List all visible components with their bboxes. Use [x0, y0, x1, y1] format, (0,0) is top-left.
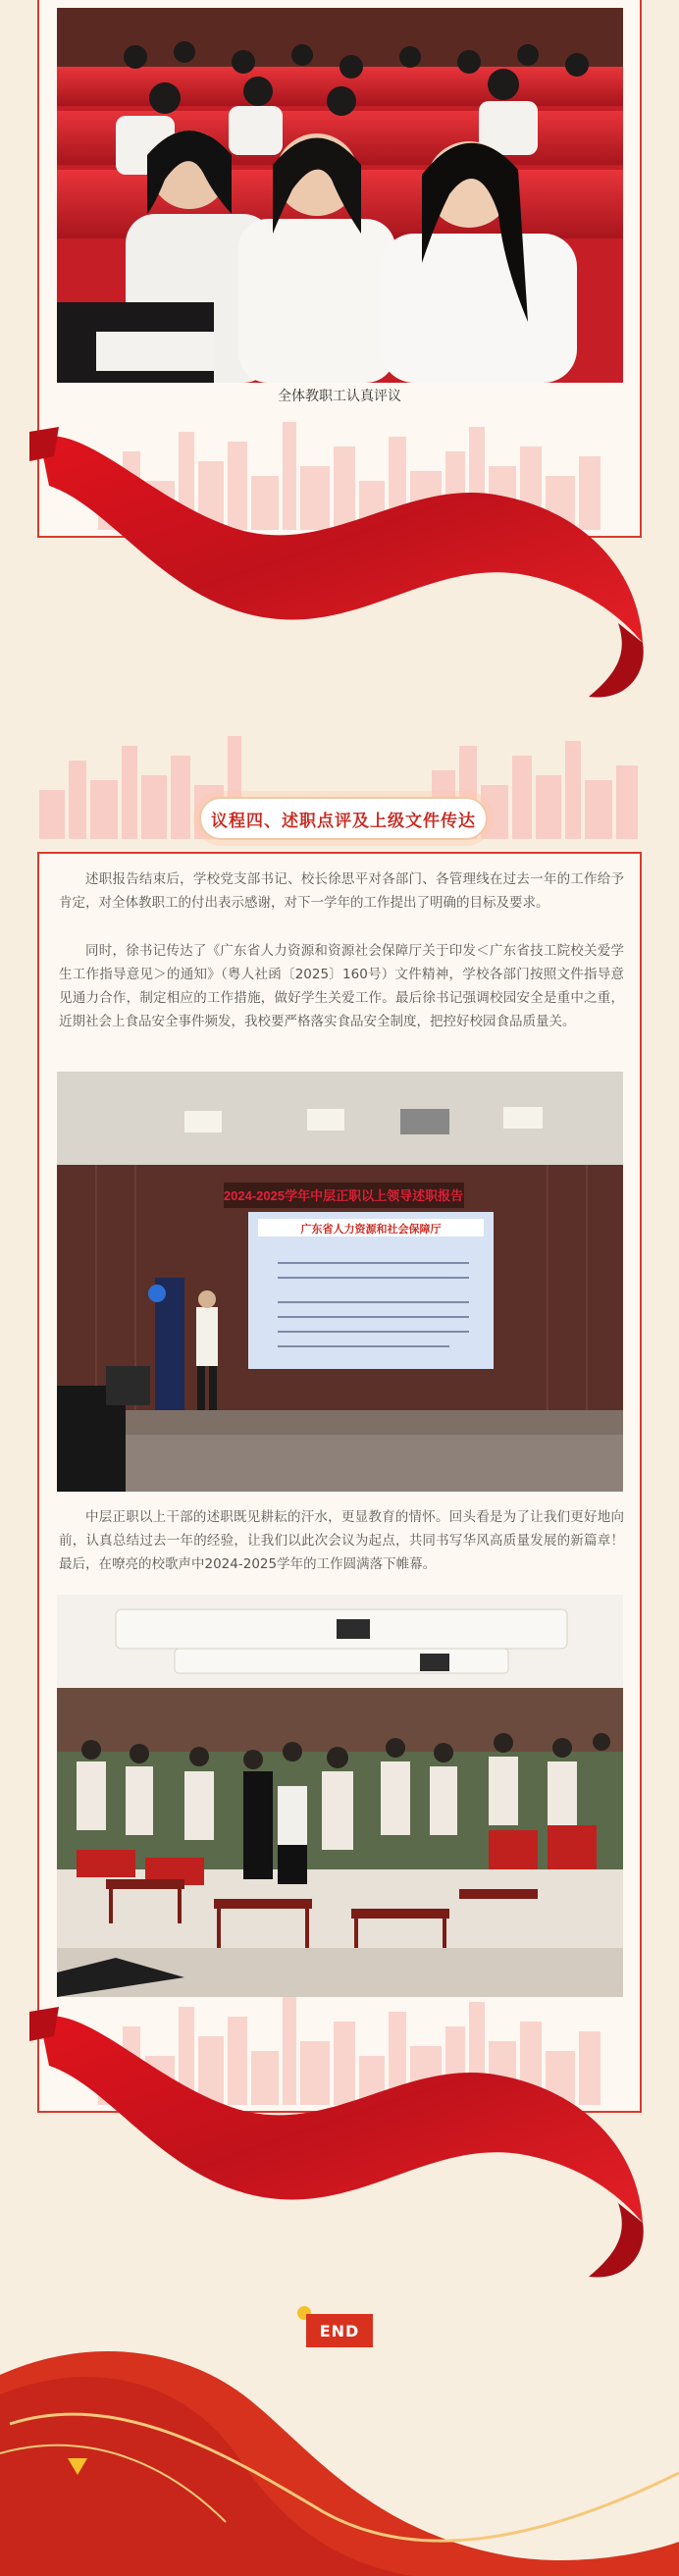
bottom-wave-decoration: [0, 2336, 679, 2576]
photo-standing-drawing: [57, 1595, 623, 1997]
photo-standing-audience: [57, 1595, 623, 1997]
photo-audience-caption: 全体教职工认真评议: [278, 389, 401, 404]
section4-paragraph-2: 同时，徐书记传达了《广东省人力资源和资源社会保障厅关于印发＜广东省技工院校关爱学生工作指导意见＞的通知》（粤人社函〔2025〕160号）文件精神，学校各部门按照文件指导意见通力合作，制定相应的工作措施，做好学生关爱工作。最后徐书记强调校园安全是重中之重，近期社会上食品安全事件频发，我校要严格落实食品安全制度，把控好校园食品质量关。: [59, 943, 624, 1029]
photo-audience: [57, 8, 623, 383]
photo-stage-drawing: [57, 1072, 623, 1492]
section4-closing: 中层正职以上干部的述职既见耕耘的汗水，更显教育的情怀。回头看是为了让我们更好地向前，认真总结过去一年的经验，让我们以此次会议为起点，共同书写华风高质量发展的新篇章！最后，在嘹亮的校歌声中2024-2025学年的工作圆满落下帷幕。: [59, 1509, 624, 1572]
section4-paragraph-1: 述职报告结束后，学校党支部书记、校长徐思平对各部门、各管理线在过去一年的工作给予肯定，对全体教职工的付出表示感谢，对下一学年的工作提出了明确的目标及要求。: [59, 871, 624, 911]
photo-stage: [57, 1072, 623, 1492]
stage-screen-title: 广东省人力资源和社会保障厅: [300, 1224, 442, 1235]
stage-banner-text: 2024-2025学年中层正职以上领导述职报告: [223, 1188, 464, 1203]
end-badge: END: [306, 2314, 373, 2347]
photo-audience-drawing: [57, 8, 623, 383]
ribbon-decoration-bottom: [29, 1997, 657, 2291]
ribbon-decoration-top: [29, 417, 657, 711]
section4-title: 议程四、述职点评及上级文件传达: [199, 797, 488, 840]
